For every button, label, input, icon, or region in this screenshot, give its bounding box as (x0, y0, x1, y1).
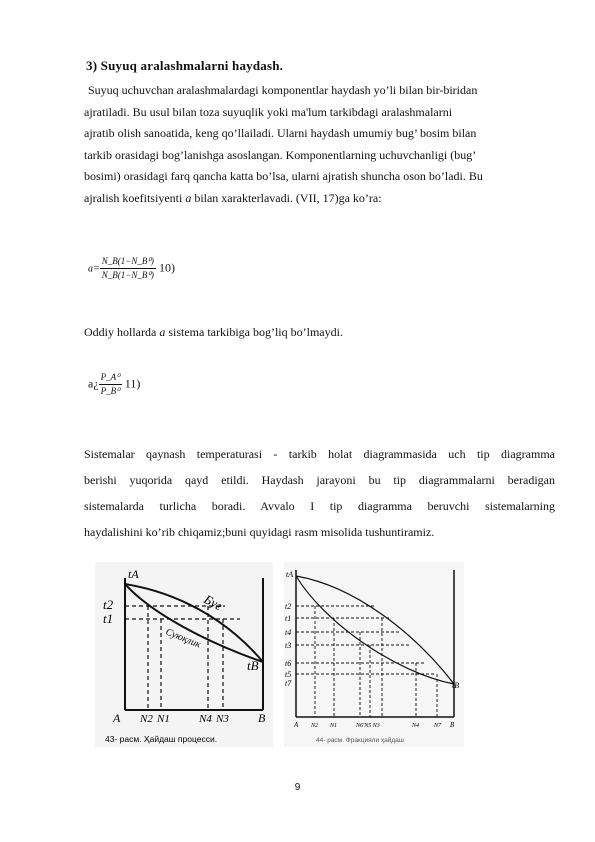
formula-numerator: P_A⁰ (99, 372, 122, 385)
variable-a: a (159, 325, 166, 339)
paragraph-line: Sistemalar qaynash temperaturasi - tarkib holat diagrammasida uch tip diagramma (84, 447, 555, 461)
label-tA: tA (128, 567, 139, 581)
label-t1: t1 (285, 614, 292, 623)
paragraph-line: Suyuq uchuvchan aralashmalardagi komponentlar haydash yo’li bilan bir-biridan (88, 83, 478, 97)
formula-numerator: N_B(1−N_B⁰) (100, 256, 156, 269)
text-run: sistema tarkibiga bog’liq bo’lmaydi. (165, 325, 343, 339)
label-N7: N7 (434, 723, 442, 729)
label-liquid: Суюқлик (163, 626, 203, 651)
paragraph-line: ajratib olish sanoatida, keng qo’llailadi. Ularni haydash umumiy bug’ bosim bilan (84, 126, 477, 140)
label-t5: t5 (285, 670, 292, 679)
label-t7: t7 (285, 679, 292, 688)
label-tB: tB (452, 681, 460, 690)
label-N3: N3 (216, 713, 229, 725)
formula-lhs: a= (88, 263, 100, 275)
label-B: B (258, 711, 266, 725)
formula-label: 11) (124, 376, 141, 391)
label-B: B (450, 721, 455, 729)
page-number: 9 (294, 782, 301, 793)
section-heading: 3) Suyuq aralashmalarni haydash. (86, 58, 284, 73)
paragraph-line: ajratiladi. Bu usul bilan toza suyuqlik yoki ma'lum tarkibdagi aralashmalarni (84, 104, 453, 119)
formula-separation-coefficient (88, 256, 175, 292)
label-t2: t2 (285, 602, 292, 611)
figure-fractional-distillation (284, 562, 464, 747)
paragraph-diagram-types (84, 441, 555, 545)
text-run: Oddiy hollarda (84, 325, 160, 339)
paragraph-line: tarkib orasidagi bog’lanishga asoslangan. Komponentlarning uchuvchanligi (bug’ (84, 147, 477, 162)
label-A: A (294, 721, 299, 729)
label-N4: N4 (412, 723, 420, 729)
text-run: ajralish koefitsiyenti (84, 190, 186, 205)
paragraph-line: berishi yuqorida qayd etildi. Haydash jarayoni bu tip diagrammalarni beradigan (84, 473, 555, 487)
label-t4: t4 (285, 628, 292, 637)
label-vapor: Буғ (201, 591, 225, 614)
text-run: bilan xarakterlavadi. (VII, 17)ga ko’ra: (191, 190, 382, 205)
paragraph-line (84, 188, 554, 210)
figure-distillation-process (95, 562, 273, 747)
formula-denominator: P_B⁰ (100, 386, 120, 396)
paragraph-line: haydalishini ko’rib chiqamiz;buni quyidagi rasm misolida tushuntiramiz. (84, 525, 435, 539)
label-N2: N2 (311, 723, 319, 729)
label-t2: t2 (103, 597, 114, 612)
formula-fraction (100, 256, 156, 281)
label-tA: tA (286, 570, 294, 579)
label-N1: N1 (157, 713, 170, 725)
formula-denominator: N_B(1−N_B⁰) (101, 270, 154, 280)
paragraph-simple-case (84, 325, 343, 340)
formula-label: 10) (158, 260, 175, 275)
figure-background (95, 562, 273, 747)
label-N4: N4 (199, 713, 212, 725)
label-t1: t1 (103, 611, 114, 626)
formula-pressure-ratio (88, 372, 140, 397)
figure2-caption: 44- расм. Фракцияли ҳайдаш (316, 737, 404, 744)
label-N6N5N3: N6'N5 N3 (356, 723, 380, 729)
figure-background (284, 562, 464, 747)
label-t3: t3 (285, 641, 292, 650)
label-N1: N1 (330, 723, 338, 729)
formula-fraction (99, 372, 122, 397)
label-t6: t6 (285, 659, 292, 668)
figure1-caption: 43- расм. Ҳайдаш процесси. (105, 734, 218, 744)
paragraph-line: bosimi) orasidagi farq qancha katta bo’lsa, ularni ajratish shuncha oson bo’ladi. Bu (84, 169, 483, 183)
variable-a: a (185, 190, 192, 205)
label-tB: tB (247, 658, 259, 673)
label-A: A (113, 711, 121, 725)
paragraph-intro (84, 80, 554, 209)
formula-lhs: a¿ (88, 376, 99, 391)
label-N2: N2 (140, 713, 153, 725)
paragraph-line: sistemalarda turlicha boradi. Avvalo I tip diagramma beruvchi sistemalarning (84, 499, 555, 513)
